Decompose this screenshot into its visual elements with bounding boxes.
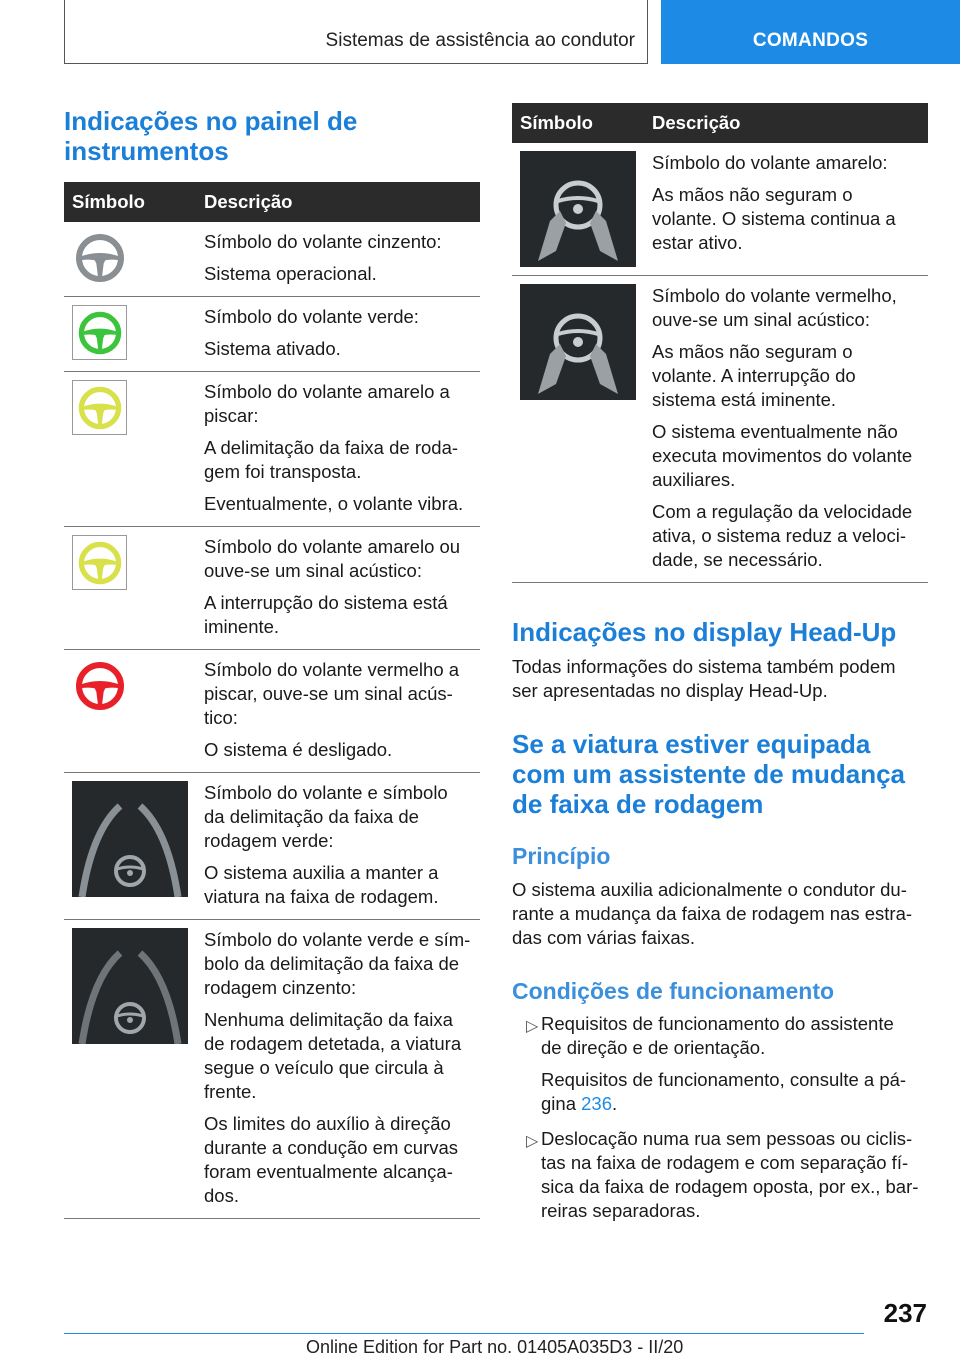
edition-footer: Online Edition for Part no. 01405A035D3 - II/20 — [306, 1337, 684, 1357]
description-cell: Símbolo do volante amarelo ou ouve-se um sinal acústico: A interrupção do sistema está iminente. — [196, 527, 480, 650]
description-cell: Símbolo do volante amarelo a piscar: A delimitação da faixa de rodagem foi transposta. Eventualmente, o volante vibra. — [196, 372, 480, 527]
symbol-column-header: Símbolo — [512, 103, 644, 143]
condition-item: Requisitos de funcionamento do assistente de direção e de orientação. Requisitos de funcionamento, consulte a pá- gina 236. — [541, 1013, 907, 1114]
lane-steering-gray-icon — [72, 928, 188, 1044]
steering-wheel-yellow-icon — [72, 380, 127, 435]
footer-divider — [64, 1333, 864, 1334]
table-row — [512, 276, 928, 583]
instrument-cluster-title — [64, 106, 357, 166]
header-chapter-tab — [661, 0, 960, 64]
triangle-bullet-icon: ▷ — [526, 1018, 539, 1035]
hands-off-yellow-icon — [520, 151, 636, 267]
principle-paragraph: O sistema auxilia adicionalmente o condutor du- rante a mudança da faixa de rodagem nas estra- das com várias faixas. — [512, 879, 913, 948]
steering-wheel-green-icon — [72, 305, 127, 360]
steering-wheel-red-icon — [72, 658, 127, 713]
table-row — [64, 920, 480, 1219]
instrument-symbol-table — [64, 182, 480, 1219]
description-cell: Símbolo do volante verde: Sistema ativado. — [196, 297, 480, 372]
lane-change-section-title: Se a viatura estiver equipada com um assistente de mudança de faixa de rodagem — [512, 729, 906, 819]
title-line: Indicações no painel de — [64, 106, 358, 136]
table-row — [512, 143, 928, 276]
description-cell: Símbolo do volante verde e símbolo da delimitação da faixa de rodagem cinzento: Nenhuma delimitação da faixa de rodagem detetada, a viatura segue o veículo que circula à frente. Os limites do auxílio à direção durante a condução em curvas foram eventualmente alcançados. — [196, 920, 480, 1219]
principle-heading: Princípio — [512, 843, 611, 869]
table-row — [64, 773, 480, 920]
condition-item: Deslocação numa rua sem pessoas ou ciclis- tas na faixa de rodagem e com separação fí- sica da faixa de rodagem oposta, por ex., bar- reiras separadoras. — [541, 1128, 919, 1221]
table-row — [64, 222, 480, 297]
hands-off-red-icon — [520, 284, 636, 400]
title-line: instrumentos — [64, 136, 229, 166]
page-number: 237 — [883, 1298, 927, 1328]
description-cell: Símbolo do volante e símbolo da delimitação da faixa de rodagem verde: O sistema auxilia a manter a viatura na faixa de rodagem. — [196, 773, 480, 920]
triangle-bullet-icon: ▷ — [526, 1133, 539, 1150]
steering-wheel-yellow-icon — [72, 535, 127, 590]
steering-wheel-gray-icon — [72, 230, 127, 285]
description-cell: Símbolo do volante amarelo: As mãos não seguram o volante. O sistema continua a estar ativo. — [644, 143, 928, 276]
page-reference-link[interactable]: 236 — [581, 1093, 612, 1114]
description-cell: Símbolo do volante vermelho a piscar, ouve-se um sinal acústico: O sistema é desligado. — [196, 650, 480, 773]
header-section-box — [64, 0, 648, 64]
description-column-header: Descrição — [644, 103, 928, 143]
header-section-title: Sistemas de assistência ao condutor — [325, 30, 635, 51]
conditions-heading: Condições de funcionamento — [512, 978, 835, 1004]
lane-steering-green-icon — [72, 781, 188, 897]
table-row — [64, 297, 480, 372]
symbol-column-header: Símbolo — [64, 182, 196, 222]
table-row — [64, 372, 480, 527]
table-row — [64, 527, 480, 650]
hud-paragraph: Todas informações do sistema também podem ser apresentadas no display Head-Up. — [512, 656, 896, 701]
description-cell: Símbolo do volante vermelho, ouve-se um sinal acústico: As mãos não seguram o volante. A interrupção do sistema está iminente. O sistema eventualmente não executa movimentos do volante auxiliares. Com a regulação da velocidade ativa, o sistema reduz a velocidade, se necessário. — [644, 276, 928, 583]
hud-section-title: Indicações no display Head-Up — [512, 617, 897, 647]
description-column-header: Descrição — [196, 182, 480, 222]
header-chapter-title: COMANDOS — [752, 30, 869, 51]
description-cell: Símbolo do volante cinzento: Sistema operacional. — [196, 222, 480, 297]
table-row — [64, 650, 480, 773]
hands-off-symbol-table — [512, 103, 928, 583]
